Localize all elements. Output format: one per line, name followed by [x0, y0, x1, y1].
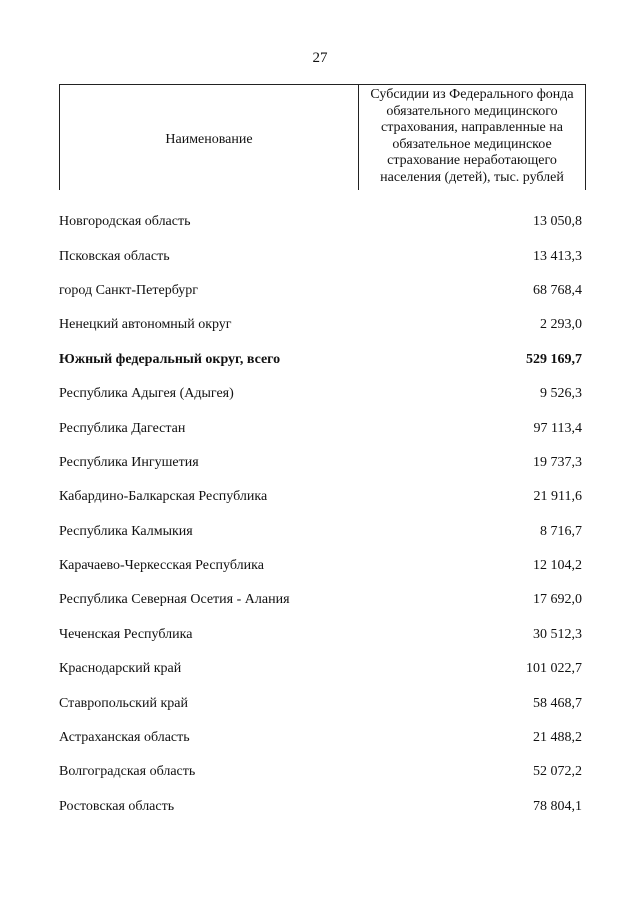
- region-name: Республика Северная Осетия - Алания: [59, 592, 290, 608]
- region-name: Астраханская область: [59, 730, 190, 746]
- region-name: Новгородская область: [59, 214, 191, 230]
- subsidy-value: 30 512,3: [533, 626, 582, 642]
- subsidy-value: 78 804,1: [533, 798, 582, 814]
- subsidy-value: 13 413,3: [533, 248, 582, 264]
- region-name: Краснодарский край: [59, 661, 182, 677]
- table-row: [59, 480, 586, 514]
- subsidy-value: 13 050,8: [533, 214, 582, 230]
- subsidy-value: 19 737,3: [533, 454, 582, 470]
- region-name: Ростовская область: [59, 798, 175, 814]
- region-name: Кабардино-Балкарская Республика: [59, 489, 268, 505]
- region-name: Южный федеральный округ, всего: [59, 351, 281, 367]
- column-header-name: Наименование: [60, 85, 359, 190]
- region-name: Республика Дагестан: [59, 420, 186, 436]
- table-row: [59, 549, 586, 583]
- column-header-subsidy: Субсидии из Федерального фонда обязательного медицинского страхования, направленные на обязательное медицинское страхование неработающего населения (детей), тыс. рублей: [370, 87, 574, 185]
- region-name: Республика Ингушетия: [59, 454, 199, 470]
- table-body: [59, 205, 586, 824]
- region-name: Псковская область: [59, 248, 170, 264]
- subsidy-value: 101 022,7: [526, 661, 582, 677]
- table-row-total: [59, 343, 586, 377]
- table-row: [59, 515, 586, 549]
- subsidy-value: 97 113,4: [533, 420, 582, 436]
- table-row: [59, 308, 586, 342]
- region-name: Республика Адыгея (Адыгея): [59, 386, 234, 402]
- table-row: [59, 652, 586, 686]
- table-row: [59, 755, 586, 789]
- region-name: Карачаево-Черкесская Республика: [59, 558, 264, 574]
- table-row: [59, 274, 586, 308]
- table-header: [59, 84, 586, 190]
- subsidy-value: 529 169,7: [526, 351, 582, 367]
- subsidy-value: 8 716,7: [540, 523, 582, 539]
- subsidy-value: 52 072,2: [533, 764, 582, 780]
- table-row: [59, 446, 586, 480]
- subsidy-value: 17 692,0: [533, 592, 582, 608]
- subsidy-value: 68 768,4: [533, 282, 582, 298]
- table-row: [59, 239, 586, 273]
- subsidy-value: 21 488,2: [533, 730, 582, 746]
- page-number: 27: [312, 50, 328, 66]
- table-row: [59, 411, 586, 445]
- subsidy-value: 2 293,0: [540, 317, 582, 333]
- subsidy-value: 21 911,6: [533, 489, 582, 505]
- region-name: город Санкт-Петербург: [59, 282, 199, 298]
- region-name: Ставропольский край: [59, 695, 188, 711]
- subsidy-value: 9 526,3: [540, 386, 582, 402]
- table-row: [59, 686, 586, 720]
- table-row: [59, 721, 586, 755]
- table-row: [59, 618, 586, 652]
- region-name: Республика Калмыкия: [59, 523, 193, 539]
- region-name: Ненецкий автономный округ: [59, 317, 232, 333]
- table-row: [59, 583, 586, 617]
- region-name: Чеченская Республика: [59, 626, 193, 642]
- region-name: Волгоградская область: [59, 764, 196, 780]
- table-row: [59, 790, 586, 824]
- table-row: [59, 205, 586, 239]
- table-row: [59, 377, 586, 411]
- subsidy-value: 12 104,2: [533, 558, 582, 574]
- subsidy-value: 58 468,7: [533, 695, 582, 711]
